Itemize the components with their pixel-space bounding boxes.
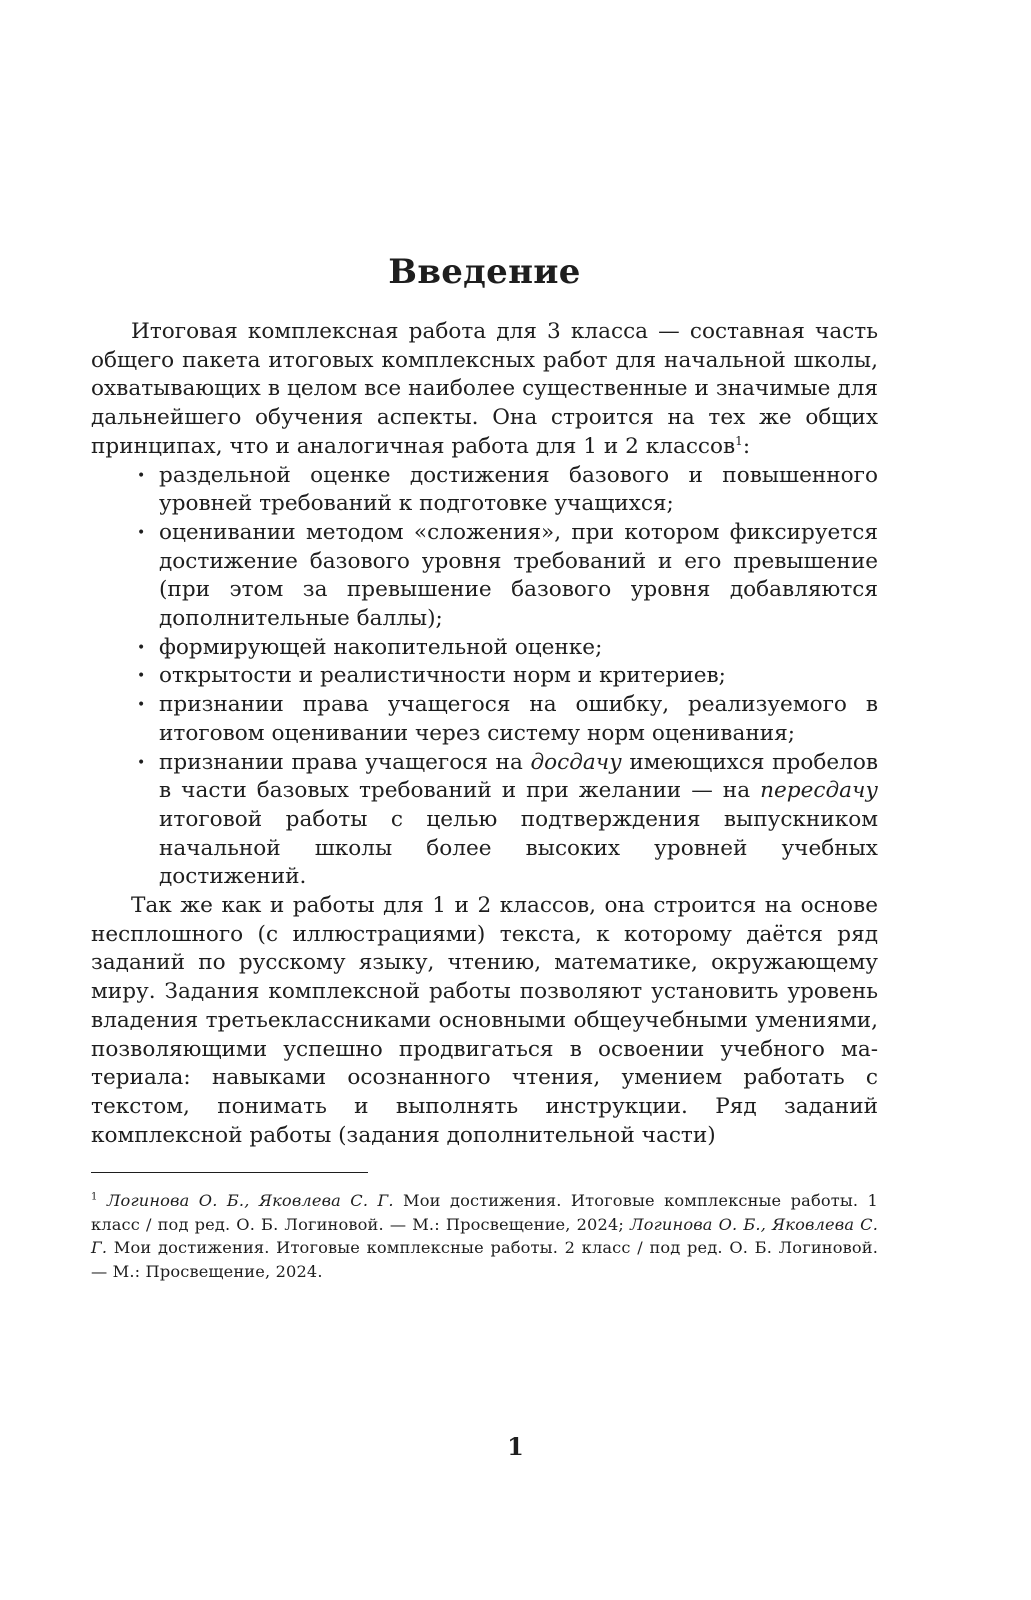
footnote	[91, 1189, 878, 1283]
footnote-text: Мои достижения. Итоговые комплексные работы. 1 класс / под ред. О. Б. Логиновой. — М.: Просвещение, 2024;	[91, 1191, 878, 1234]
emphasis-dosdacha: досдачу	[530, 749, 622, 775]
list-item-text: имеющихся пробелов в части базовых требований и при желании — на	[159, 749, 878, 804]
list-item: • признании права учащегося на ошибку, реализуемого в итоговом оценивании через систему норм оценивания;	[159, 691, 878, 748]
emphasis-peresdacha: пересдачу	[760, 778, 878, 804]
list-item: • раздельной оценке достижения базового и повышенного уровней требований к подготовке учащихся;	[159, 462, 878, 519]
list-item: • формирующей накопительной оценке;	[159, 634, 878, 663]
footnote-divider	[91, 1172, 368, 1173]
footnote-author: Логинова О. Б., Яковлева С. Г.	[91, 1214, 878, 1258]
footnote-reference: 1	[735, 434, 743, 449]
body-text	[91, 318, 878, 1150]
list-item-text: признании права учащегося на	[159, 749, 531, 775]
list-item: • открытости и реалистичности норм и критериев;	[159, 662, 878, 691]
page-number: 1	[507, 1432, 524, 1461]
intro-text-end: :	[742, 433, 751, 459]
intro-text: Итоговая комплексная работа для 3 класса — составная часть общего пакета итоговых комплексных работ для начальной школы, охватывающих в целом все наиболее существенные и значимые для дальнейшего обучения аспекты. Она строится на тех же общих принципах, что и аналогичная работа для 1 и 2 классов	[91, 319, 878, 459]
page-content	[91, 250, 878, 1283]
page-title: Введение	[388, 252, 581, 292]
second-paragraph: Так же как и работы для 1 и 2 классов, она строится на основе несплошного (с иллюстрациями) текста, к которому даётся ряд заданий по русскому языку, чтению, математике, окружающему миру. Задания комплексной работы позволяют установить уровень владения третьеклассниками основными общеучебными умениями, позволяющими успешно продвигаться в освоении учебного материала: навыками осознанного чтения, умением работать с текстом, понимать и выполнять инструкции. Ряд заданий комплексной работы (задания дополнительной части)	[91, 893, 878, 1148]
footnote-author: Логинова О. Б., Яковлева С. Г.	[106, 1191, 394, 1211]
intro-paragraph	[91, 318, 878, 462]
principles-list	[91, 462, 878, 893]
list-item	[159, 749, 878, 893]
footnote-marker: 1	[91, 1191, 98, 1203]
footnote-text: Мои достижения. Итоговые комплексные работы. 2 класс / под ред. О. Б. Логиновой. — М.: Просвещение, 2024.	[91, 1238, 878, 1281]
list-item: • оценивании методом «сложения», при котором фиксируется достижение базового уровня требований и его превышение (при этом за превышение базового уровня добавляются дополнительные баллы);	[159, 519, 878, 634]
list-item-text: итоговой работы с целью подтверждения выпускником начальной школы более высоких уровней учебных достижений.	[159, 806, 878, 890]
